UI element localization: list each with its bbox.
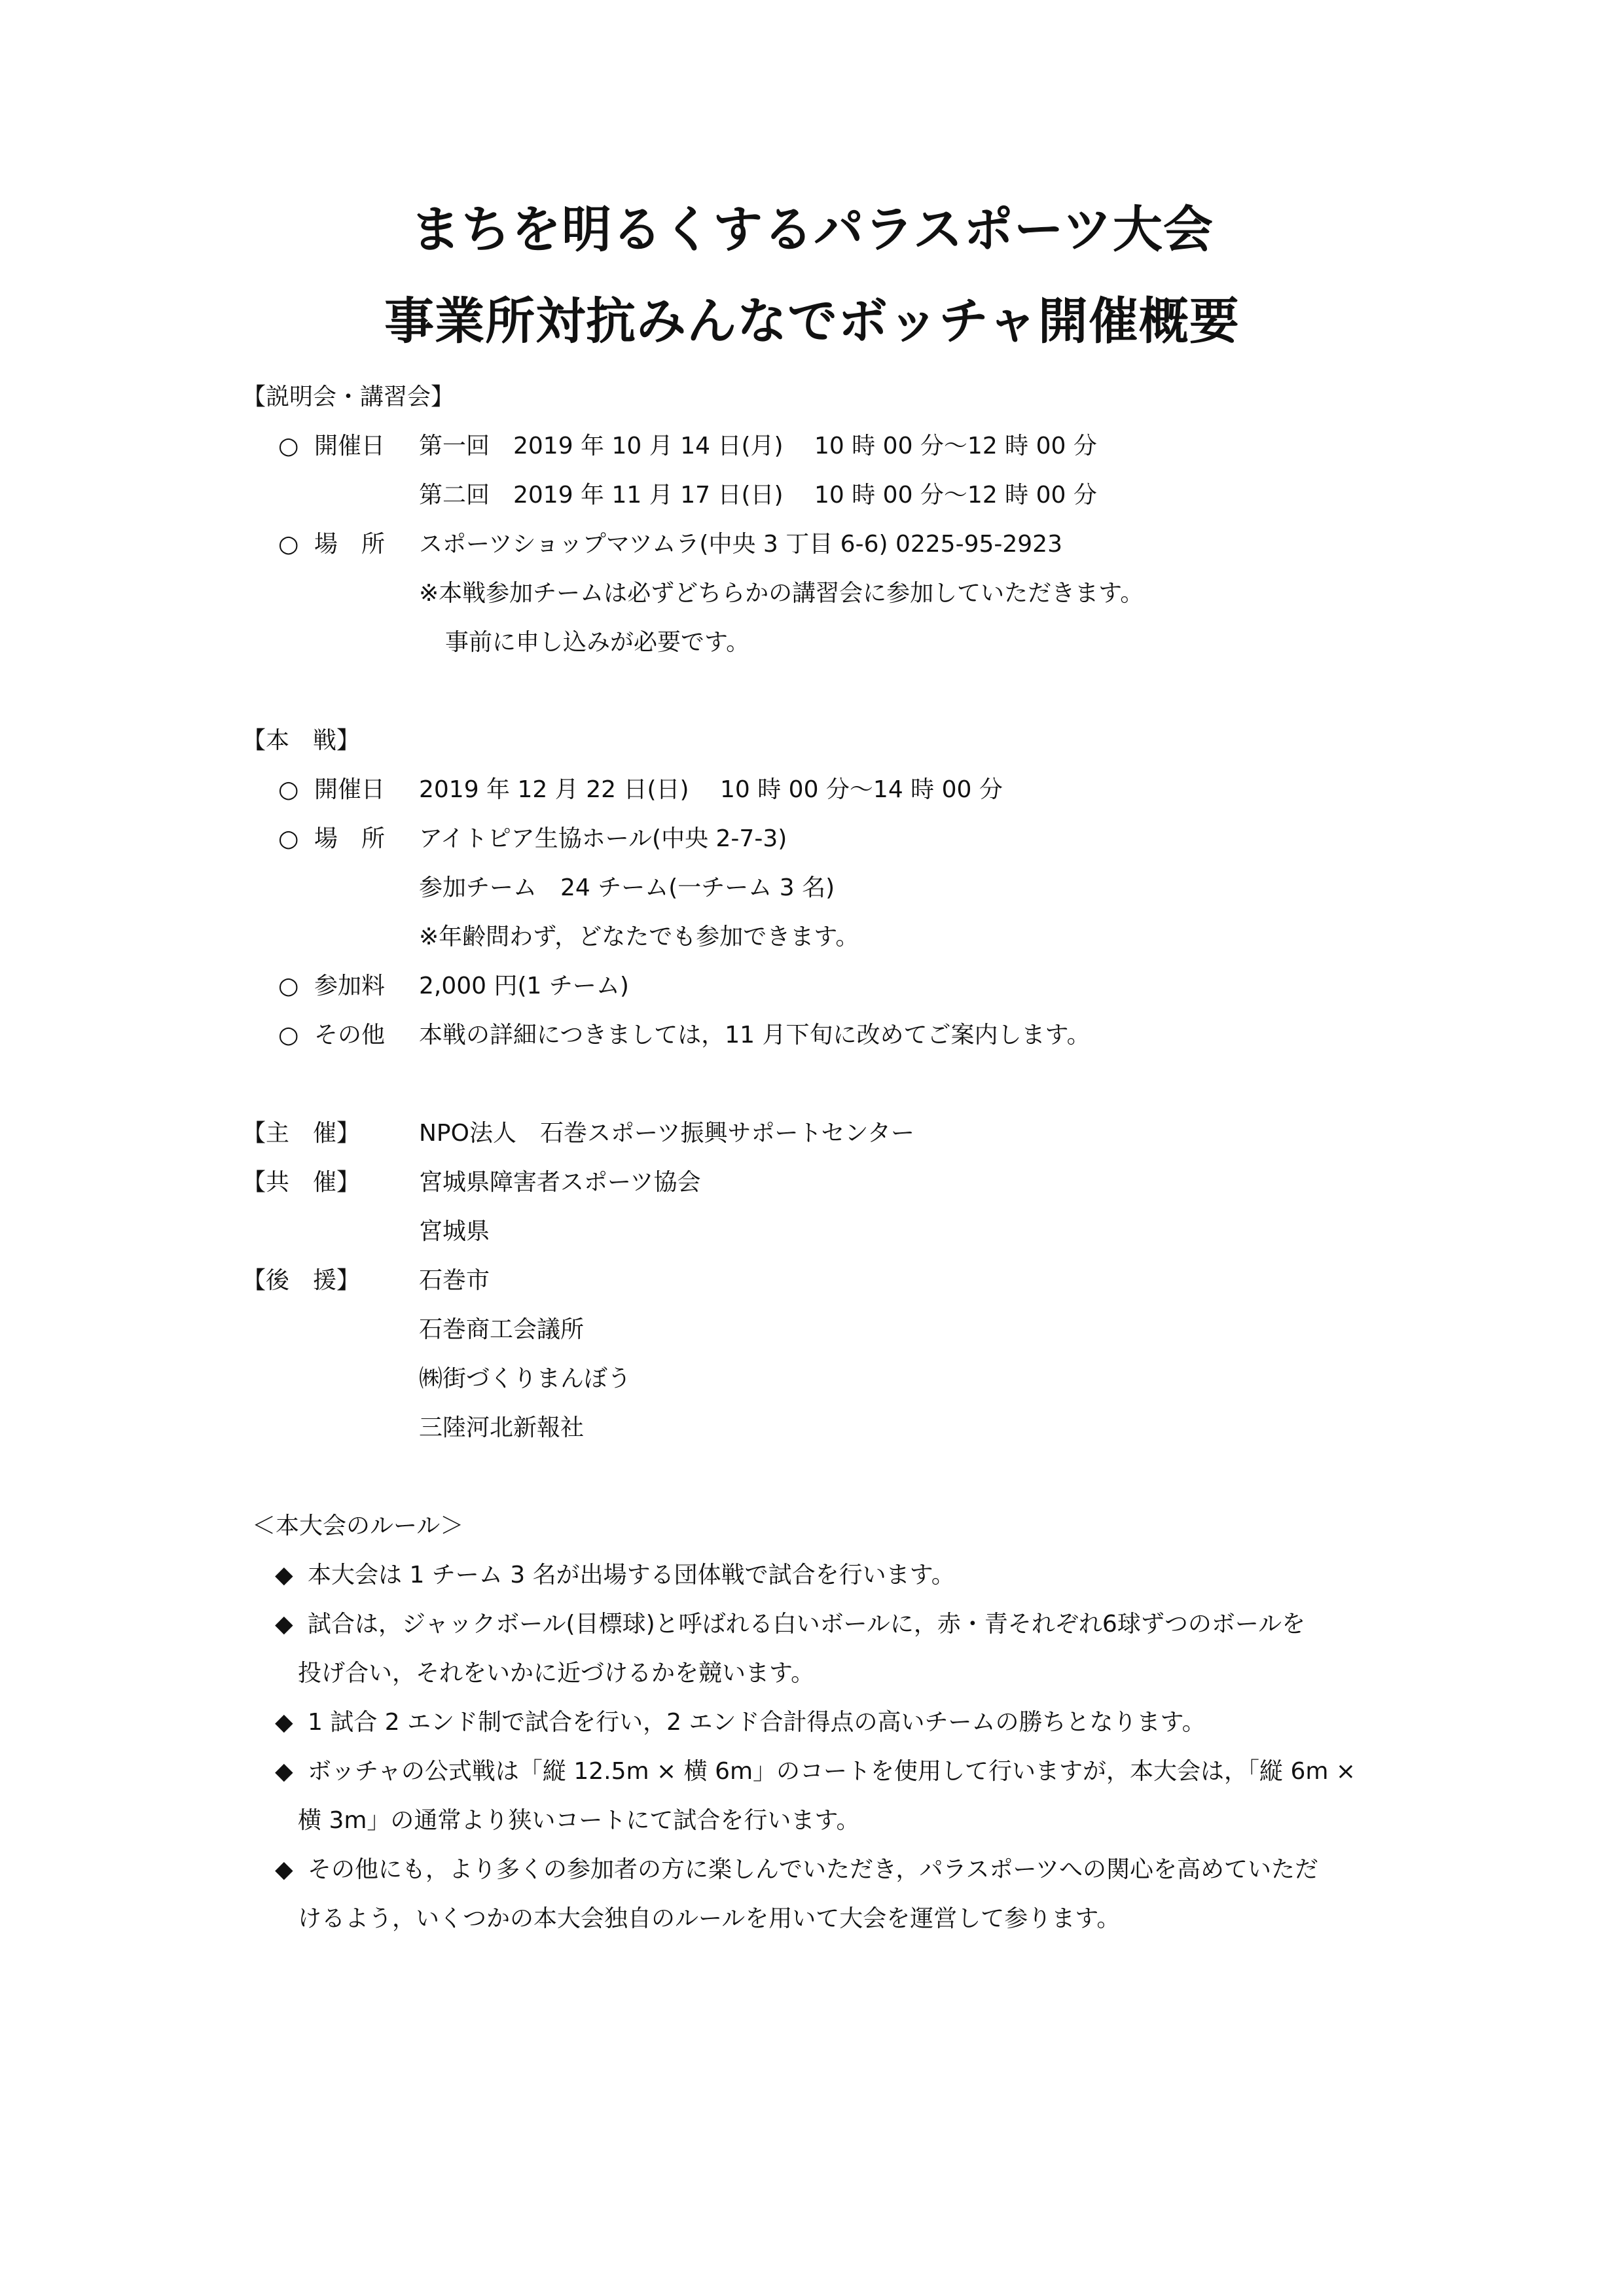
rule-4-line-1: ボッチャの公式戦は「縦 12.5m × 横 6m」のコートを使用して行いますが，本大会は，「縦 6m ×	[308, 1758, 1356, 1785]
briefing-place-label: 場 所	[314, 531, 386, 558]
support-value-2: 石巻商工会議所	[419, 1316, 585, 1343]
rule-4-line-2: 横 3m」の通常より狭いコートにて試合を行います。	[298, 1807, 860, 1834]
main-fee-mark: ○	[278, 973, 299, 999]
rule-2-line-1: 試合は，ジャックボール(目標球)と呼ばれる白いボールに，赤・青それぞれ6球ずつのボールを	[308, 1611, 1306, 1638]
main-place: アイトピア生協ホール(中央 2-7-3)	[419, 825, 787, 852]
rule-5-line-2: けるよう，いくつかの本大会独自のルールを用いて大会を運営して参ります。	[298, 1905, 1121, 1932]
briefing-heading: 【説明会・講習会】	[242, 384, 455, 410]
page-title-line2: 事業所対抗みんなでボッチャ開催概要	[384, 292, 1240, 350]
briefing-note-2: 事前に申し込みが必要です。	[445, 629, 750, 656]
cohost-value-2: 宮城県	[419, 1218, 490, 1245]
main-fee: 2,000 円(1 チーム)	[419, 973, 629, 999]
main-teams: 参加チーム 24 チーム(一チーム 3 名)	[419, 874, 835, 901]
main-date: 2019 年 12 月 22 日(日) 10 時 00 分～14 時 00 分	[419, 776, 1003, 803]
main-other-label: その他	[314, 1022, 386, 1049]
rule-3: 1 試合 2 エンド制で試合を行い，2 エンド合計得点の高いチームの勝ちとなります。	[308, 1709, 1206, 1736]
main-age-note: ※年齢問わず，どなたでも参加できます。	[419, 924, 859, 950]
rule-1-bullet-icon: ◆	[275, 1562, 293, 1588]
rule-5-line-1: その他にも，より多くの参加者の方に楽しんでいただき，パラスポーツへの関心を高めていただ	[308, 1856, 1319, 1883]
briefing-date-1: 第一回 2019 年 10 月 14 日(月) 10 時 00 分～12 時 00 分	[419, 433, 1097, 459]
briefing-date-mark: ○	[278, 433, 299, 459]
main-date-label: 開催日	[314, 776, 386, 803]
briefing-note-1: ※本戦参加チームは必ずどちらかの講習会に参加していただきます。	[419, 580, 1144, 607]
support-value-1: 石巻市	[419, 1267, 490, 1294]
rule-1: 本大会は 1 チーム 3 名が出場する団体戦で試合を行います。	[308, 1562, 955, 1588]
page-title-line1: まちを明るくするパラスポーツ大会	[410, 200, 1214, 259]
main-place-label: 場 所	[314, 825, 386, 852]
main-date-mark: ○	[278, 776, 299, 803]
briefing-date-2: 第二回 2019 年 11 月 17 日(日) 10 時 00 分～12 時 00 分	[419, 482, 1097, 509]
rule-4-bullet-icon: ◆	[275, 1758, 293, 1785]
main-event-heading: 【本 戦】	[242, 727, 361, 754]
cohost-label: 【共 催】	[242, 1169, 361, 1196]
rule-2-bullet-icon: ◆	[275, 1611, 293, 1638]
support-label: 【後 援】	[242, 1267, 361, 1294]
briefing-date-label: 開催日	[314, 433, 386, 459]
main-place-mark: ○	[278, 825, 299, 852]
rule-2-line-2: 投げ合い，それをいかに近づけるかを競います。	[298, 1660, 815, 1687]
briefing-place-mark: ○	[278, 531, 299, 558]
main-other: 本戦の詳細につきましては，11 月下旬に改めてご案内します。	[419, 1022, 1091, 1049]
main-other-mark: ○	[278, 1022, 299, 1049]
host-label: 【主 催】	[242, 1120, 361, 1147]
main-fee-label: 参加料	[314, 973, 386, 999]
cohost-value-1: 宮城県障害者スポーツ協会	[419, 1169, 701, 1196]
rule-3-bullet-icon: ◆	[275, 1709, 293, 1736]
host-value: NPO法人 石巻スポーツ振興サポートセンター	[419, 1120, 915, 1147]
rule-5-bullet-icon: ◆	[275, 1856, 293, 1883]
support-value-4: 三陸河北新報社	[419, 1414, 585, 1441]
briefing-place: スポーツショップマツムラ(中央 3 丁目 6-6) 0225-95-2923	[419, 531, 1062, 558]
support-value-3: ㈱街づくりまんぼう	[419, 1365, 632, 1392]
rules-heading: ＜本大会のルール＞	[252, 1513, 464, 1539]
